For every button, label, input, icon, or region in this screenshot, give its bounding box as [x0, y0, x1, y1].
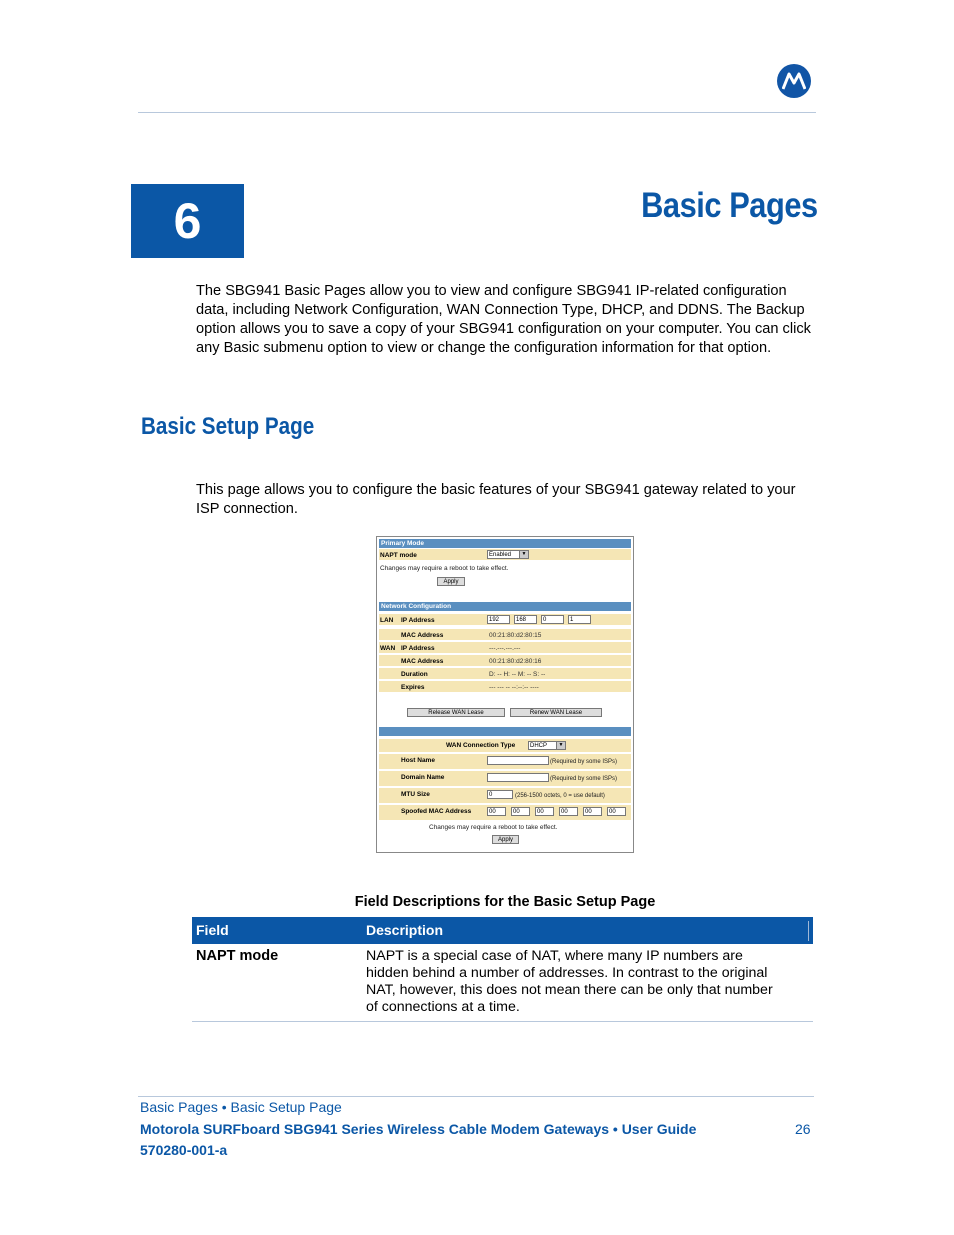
footer-title: Motorola SURFboard SBG941 Series Wireless Cable Modem Gateways • User Guide: [140, 1121, 697, 1137]
mtu-row: [379, 788, 631, 804]
expires-row: [379, 681, 631, 693]
wan-ip-value: ---.---.---.---: [489, 645, 521, 652]
basic-setup-screenshot: [376, 536, 634, 853]
napt-label: NAPT mode: [380, 552, 417, 559]
page-number: 26: [795, 1121, 811, 1137]
napt-row: [379, 549, 631, 561]
wan-apply-button[interactable]: Apply: [492, 835, 519, 844]
spoofed-mac-octet-1[interactable]: 00: [487, 807, 506, 816]
wan-mac-value: 00:21:80:d2:80:16: [489, 658, 542, 665]
wan-conn-type-label: WAN Connection Type: [446, 742, 516, 749]
release-wan-lease-button[interactable]: Release WAN Lease: [407, 708, 505, 717]
napt-select-value: Enabled: [489, 552, 512, 558]
intro-paragraph: The SBG941 Basic Pages allow you to view and configure SBG941 IP-related configuration data, including Network Configuration, WAN Connection Type, DHCP, and DDNS. The Backup option allows you to save a copy of your SBG941 configuration on your computer. You can click any Basic submenu option to view or change the configuration information for that option.: [196, 283, 811, 356]
wan-conn-type-row: [379, 739, 631, 753]
host-name-note: (Required by some ISPs): [550, 759, 618, 765]
wan-mac-label: MAC Address: [401, 658, 444, 665]
chapter-number: 6: [131, 184, 244, 258]
domain-name-label: Domain Name: [401, 774, 445, 781]
renew-wan-lease-button[interactable]: Renew WAN Lease: [510, 708, 602, 717]
duration-row: [379, 668, 631, 680]
domain-name-note: (Required by some ISPs): [550, 776, 618, 782]
spoofed-mac-octet-3[interactable]: 00: [535, 807, 554, 816]
lan-mac-label: MAC Address: [401, 632, 444, 639]
chevron-down-icon: ▼: [556, 742, 565, 749]
spoofed-mac-octet-4[interactable]: 00: [559, 807, 578, 816]
col-description-header: Description: [366, 922, 444, 938]
host-name-row: [379, 754, 631, 770]
lan-mac-value: 00:21:80:d2:80:15: [489, 632, 542, 639]
footer-rule: [138, 1096, 814, 1097]
section-title: Basic Setup Page: [141, 413, 315, 440]
mtu-note: (256-1500 octets, 0 = use default): [515, 793, 605, 799]
domain-name-row: [379, 771, 631, 787]
footer-breadcrumb: Basic Pages • Basic Setup Page: [140, 1099, 342, 1115]
primary-note: Changes may require a reboot to take effect.: [380, 565, 509, 572]
footer-doc-id: 570280-001-a: [140, 1142, 228, 1158]
wan-ip-row: [379, 642, 631, 654]
duration-label: Duration: [401, 671, 428, 678]
lan-ip-label: IP Address: [401, 617, 435, 624]
napt-select[interactable]: [487, 550, 529, 559]
table-bottom-rule: [192, 1021, 813, 1022]
mtu-input[interactable]: 0: [487, 790, 513, 799]
header-rule: [138, 112, 816, 113]
wan-ip-label: IP Address: [401, 645, 435, 652]
chapter-title: Basic Pages: [641, 186, 818, 225]
lan-ip-octet-1[interactable]: 192: [487, 615, 510, 624]
wan-label: WAN: [380, 645, 396, 652]
header-divider: [808, 921, 809, 941]
lan-ip-octet-3[interactable]: 0: [541, 615, 564, 624]
network-config-heading: Network Configuration: [379, 602, 631, 611]
lan-mac-row: [379, 629, 631, 641]
wan-mac-row: [379, 655, 631, 667]
wan-note: Changes may require a reboot to take effect.: [429, 824, 558, 831]
spoofed-mac-label: Spoofed MAC Address: [401, 808, 472, 815]
spoofed-mac-octet-2[interactable]: 00: [511, 807, 530, 816]
table-row-field: NAPT mode: [196, 948, 279, 964]
host-name-input[interactable]: [487, 756, 549, 765]
table-header: [192, 917, 813, 944]
expires-label: Expires: [401, 684, 425, 691]
wan-conn-type-select[interactable]: [528, 741, 566, 750]
primary-apply-button[interactable]: Apply: [437, 577, 465, 586]
section-paragraph: This page allows you to configure the basic features of your SBG941 gateway related to your ISP connection.: [196, 482, 796, 517]
wan-conn-type-value: DHCP: [530, 743, 548, 749]
motorola-logo-icon: [777, 64, 811, 98]
chevron-down-icon: ▼: [519, 551, 528, 558]
host-name-label: Host Name: [401, 757, 435, 764]
spoofed-mac-octet-5[interactable]: 00: [583, 807, 602, 816]
lan-ip-row: [379, 614, 631, 626]
lan-ip-octet-4[interactable]: 1: [568, 615, 591, 624]
lan-label: LAN: [380, 617, 394, 624]
wan-section-heading: [379, 727, 631, 736]
col-field-header: Field: [196, 922, 229, 938]
primary-mode-heading: Primary Mode: [379, 539, 631, 548]
domain-name-input[interactable]: [487, 773, 549, 782]
spoofed-mac-octet-6[interactable]: 00: [607, 807, 626, 816]
lan-ip-octet-2[interactable]: 168: [514, 615, 537, 624]
table-caption: Field Descriptions for the Basic Setup Page: [354, 894, 656, 910]
expires-value: --- --- -- --:--:-- ----: [489, 684, 539, 691]
mtu-label: MTU Size: [401, 791, 430, 798]
spoofed-mac-row: [379, 805, 631, 821]
table-row-description: NAPT is a special case of NAT, where many IP numbers are hidden behind a number of addresses. In contrast to the original NAT, however, this does not mean there can be only that number of connections at a time.: [366, 948, 773, 1015]
duration-value: D: -- H: -- M: -- S: --: [489, 671, 546, 678]
